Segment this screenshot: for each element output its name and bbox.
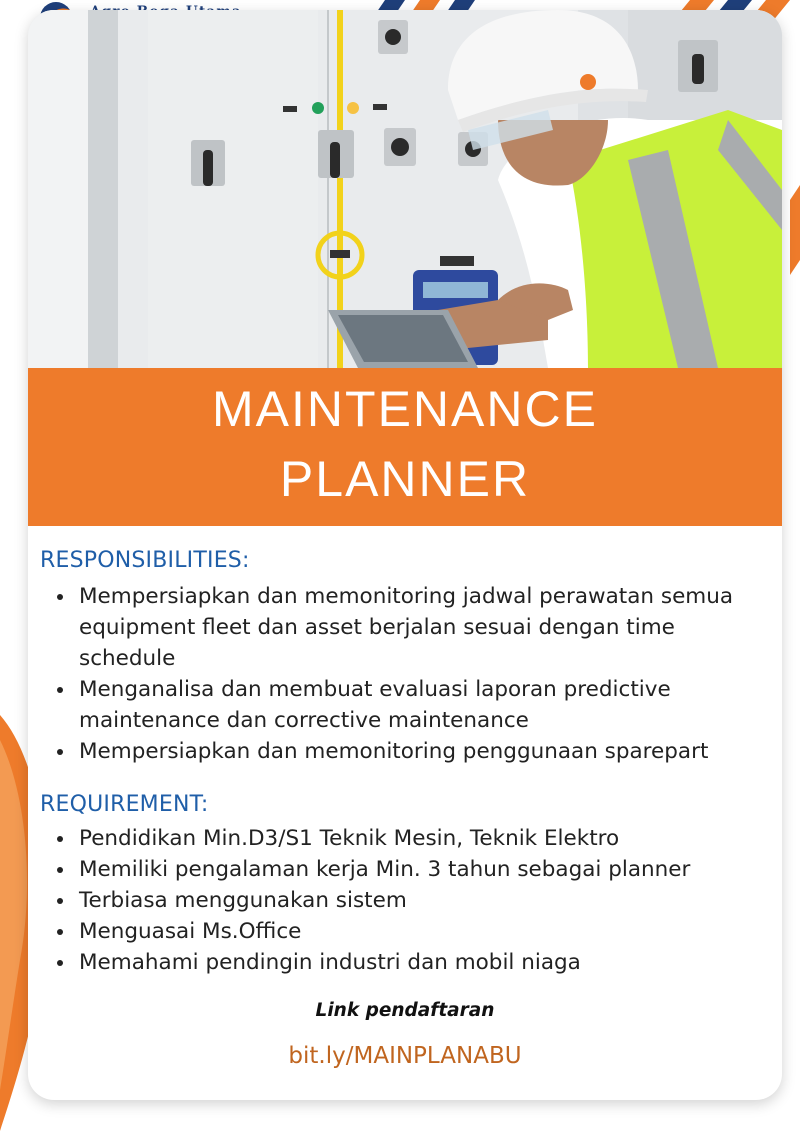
registration-link-label: Link pendaftaran — [315, 1000, 495, 1021]
list-item: Mempersiapkan dan memonitoring jadwal perawatan semua equipment fleet dan asset berjalan sesuai dengan time schedule — [54, 581, 766, 674]
job-card — [28, 10, 782, 1100]
list-item: Pendidikan Min.D3/S1 Teknik Mesin, Teknik Elektro — [54, 823, 766, 854]
list-item: Memiliki pengalaman kerja Min. 3 tahun sebagai planner — [54, 854, 766, 885]
registration-link[interactable]: bit.ly/MAINPLANABU — [288, 1043, 522, 1069]
list-item: Menguasai Ms.Office — [54, 916, 766, 947]
job-title-banner — [28, 368, 782, 526]
list-item: Menganalisa dan membuat evaluasi laporan predictive maintenance dan corrective maintenance — [54, 674, 766, 736]
list-item: Mempersiapkan dan memonitoring penggunaan sparepart — [54, 736, 766, 767]
hero-photo — [28, 10, 782, 368]
job-title-line-2: PLANNER — [279, 451, 531, 507]
requirement-list — [54, 823, 766, 978]
responsibilities-list — [54, 581, 766, 767]
list-item: Memahami pendingin industri dan mobil niaga — [54, 947, 766, 978]
requirement-heading: REQUIREMENT: — [40, 792, 209, 817]
list-item: Terbiasa menggunakan sistem — [54, 885, 766, 916]
job-title-line-1: MAINTENANCE — [212, 381, 598, 437]
responsibilities-heading: RESPONSIBILITIES: — [40, 548, 250, 573]
